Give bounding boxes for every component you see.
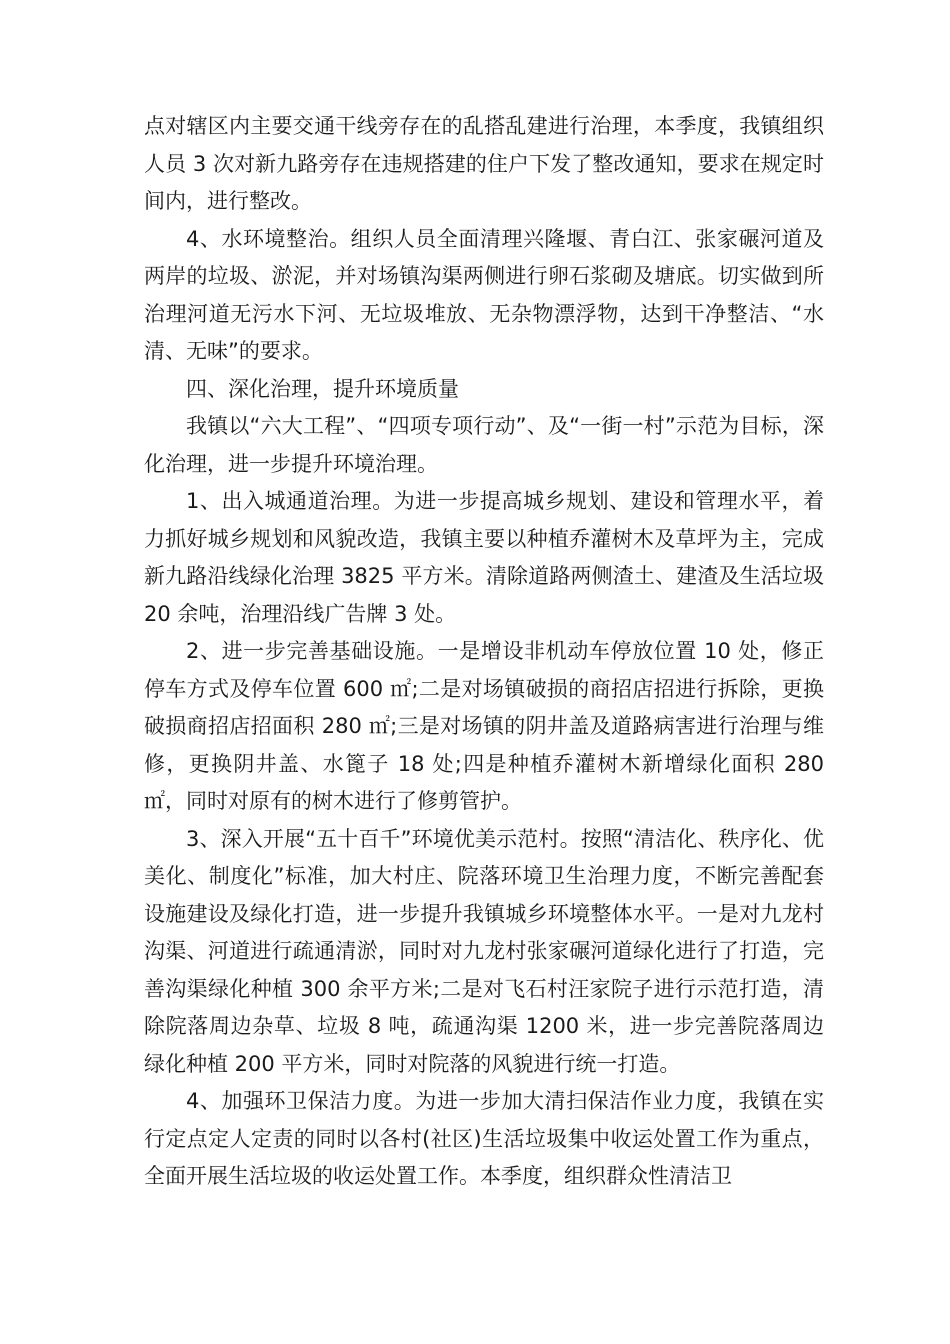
paragraph-5: 2、进一步完善基础设施。一是增设非机动车停放位置 10 处，修正停车方式及停车位置 600 ㎡;二是对场镇破损的商招店招进行拆除，更换破损商招店招面积 280 ㎡;三是对场镇的阴井盖及道路病害进行治理与维修，更换阴井盖、水篦子 18 处;四是种植乔灌树木新增绿化面积 280 ㎡，同时对原有的树木进行了修剪管护。 xyxy=(144,639,824,813)
paragraph-6: 3、深入开展“五十百千”环境优美示范村。按照“清洁化、秩序化、优美化、制度化”标准，加大村庄、院落环境卫生治理力度，不断完善配套设施建设及绿化打造，进一步提升我镇城乡环境整体水平。一是对九龙村沟渠、河道进行疏通清淤，同时对九龙村张家碾河道绿化进行了打造，完善沟渠绿化种植 300 余平方米;二是对飞石村汪家院子进行示范打造，清除院落周边杂草、垃圾 8 吨，疏通沟渠 1200 米，进一步完善院落周边绿化种植 200 平方米，同时对院落的风貌进行统一打造。 xyxy=(144,826,824,1076)
document-page xyxy=(144,108,824,1196)
section-heading: 四、深化治理，提升环境质量 xyxy=(186,376,459,401)
paragraph-7: 4、加强环卫保洁力度。为进一步加大清扫保洁作业力度，我镇在实行定点定人定责的同时以各村(社区)生活垃圾集中收运处置工作为重点，全面开展生活垃圾的收运处置工作。本季度，组织群众性清洁卫 xyxy=(144,1089,824,1188)
paragraph-2: 4、水环境整治。组织人员全面清理兴隆堰、青白江、张家碾河道及两岸的垃圾、淤泥，并对场镇沟渠两侧进行卵石浆砌及塘底。切实做到所治理河道无污水下河、无垃圾堆放、无杂物漂浮物，达到干净整洁、“水清、无味”的要求。 xyxy=(144,226,824,363)
paragraph-1: 点对辖区内主要交通干线旁存在的乱搭乱建进行治理，本季度，我镇组织人员 3 次对新九路旁存在违规搭建的住户下发了整改通知，要求在规定时间内，进行整改。 xyxy=(144,114,824,213)
paragraph-3: 我镇以“六大工程”、“四项专项行动”、及“一街一村”示范为目标，深化治理，进一步提升环境治理。 xyxy=(144,414,824,476)
paragraph-4: 1、出入城通道治理。为进一步提高城乡规划、建设和管理水平，着力抓好城乡规划和风貌改造，我镇主要以种植乔灌树木及草坪为主，完成新九路沿线绿化治理 3825 平方米。清除道路两侧渣土、建渣及生活垃圾 20 余吨，治理沿线广告牌 3 处。 xyxy=(144,489,824,626)
